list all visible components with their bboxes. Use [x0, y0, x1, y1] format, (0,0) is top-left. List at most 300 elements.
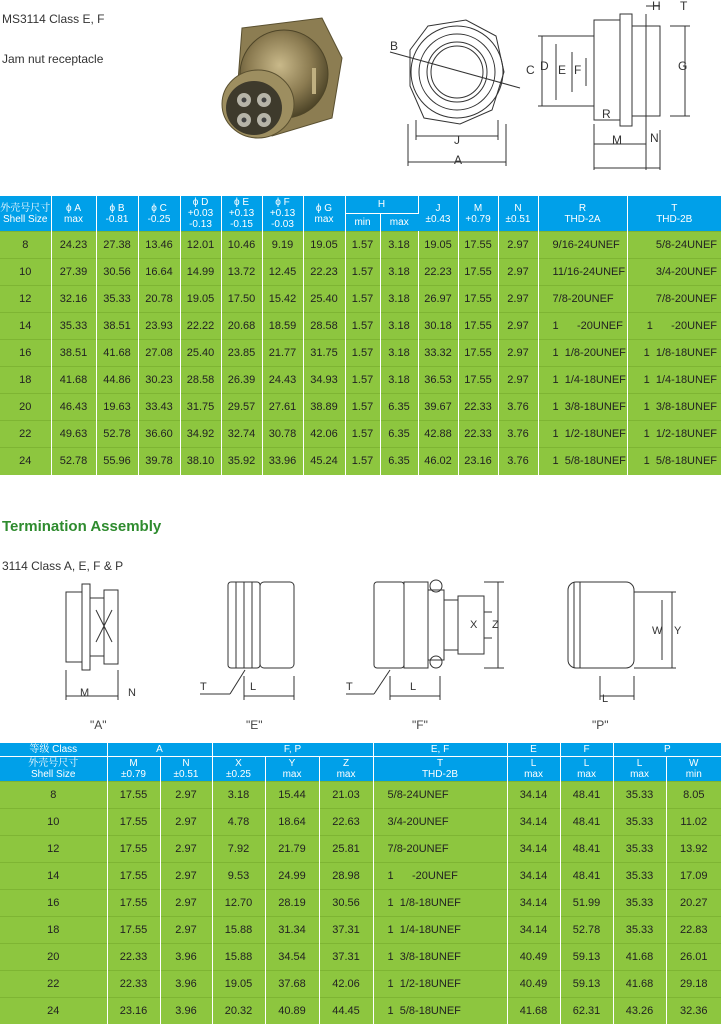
table-cell: 30.56	[319, 890, 373, 917]
table2-column-header: X ±0.25	[212, 757, 265, 782]
table-cell: 12.70	[212, 890, 265, 917]
table-cell: 5/8-24UNEF	[627, 232, 721, 259]
table-cell: 33.43	[138, 394, 180, 421]
dim-label-t: T	[680, 0, 688, 13]
table-cell: 1.57	[345, 448, 380, 475]
table-row	[0, 232, 721, 259]
t2-h-group-ef: E, F	[373, 743, 507, 757]
t1-h-g: ϕ G max	[303, 196, 345, 232]
table-cell: 1.57	[345, 340, 380, 367]
table-cell: 3.18	[380, 340, 418, 367]
table-cell: 9.19	[262, 232, 303, 259]
table-cell: 17.09	[666, 863, 721, 890]
table-cell: 10	[0, 809, 107, 836]
table-cell: 21.03	[319, 782, 373, 809]
table-cell: 3.18	[380, 367, 418, 394]
table-cell: 1.57	[345, 232, 380, 259]
table-cell: 32.36	[666, 998, 721, 1024]
table-cell: 1 1/8-18UNEF	[627, 340, 721, 367]
dim-label-a: A	[454, 153, 463, 167]
table-cell: 20.27	[666, 890, 721, 917]
table-cell: 11/16-24UNEF	[538, 259, 627, 286]
table-cell: 38.51	[51, 340, 96, 367]
table-cell: 3.18	[380, 313, 418, 340]
t1-h-e: ϕ E +0.13 -0.15	[221, 196, 262, 232]
table-cell: 2.97	[160, 863, 212, 890]
table-cell: 35.33	[96, 286, 138, 313]
table-cell: 16.64	[138, 259, 180, 286]
table-cell: 21.79	[265, 836, 319, 863]
t1-h-h-max: max	[380, 213, 418, 231]
table-cell: 1.57	[345, 286, 380, 313]
product-subtitle: Jam nut receptacle	[2, 52, 104, 66]
table-cell: 35.33	[613, 917, 666, 944]
assy-dim-l-f: L	[410, 681, 417, 693]
table-row	[0, 890, 721, 917]
t1-h-c: ϕ C -0.25	[138, 196, 180, 232]
t2-h-group-a: A	[107, 743, 212, 757]
table-cell: 46.02	[418, 448, 458, 475]
table-cell: 16	[0, 340, 51, 367]
table-cell: 27.61	[262, 394, 303, 421]
assy-dim-m: M	[80, 687, 90, 699]
table-cell: 30.18	[418, 313, 458, 340]
table-cell: 34.92	[180, 421, 221, 448]
table-cell: 21.77	[262, 340, 303, 367]
table-cell: 1.57	[345, 367, 380, 394]
table-cell: 18.59	[262, 313, 303, 340]
dim-label-m: M	[612, 133, 622, 147]
table-cell: 13.72	[221, 259, 262, 286]
figure-label-f: "F"	[412, 718, 428, 732]
table-cell: 32.74	[221, 421, 262, 448]
table2-column-header: N ±0.51	[160, 757, 212, 782]
table-cell: 42.06	[319, 971, 373, 998]
table-row	[0, 998, 721, 1024]
table-cell: 1 -20UNEF	[627, 313, 721, 340]
dim-label-c: C	[526, 63, 535, 77]
table-row	[0, 259, 721, 286]
table-cell: 26.97	[418, 286, 458, 313]
table-cell: 29.18	[666, 971, 721, 998]
table-cell: 9.53	[212, 863, 265, 890]
table-cell: 17.55	[458, 367, 498, 394]
table-cell: 17.50	[221, 286, 262, 313]
table-cell: 2.97	[160, 809, 212, 836]
table-cell: 25.81	[319, 836, 373, 863]
table-cell: 34.54	[265, 944, 319, 971]
table-cell: 2.97	[498, 367, 538, 394]
t2-h-group-fp: F, P	[212, 743, 373, 757]
table-cell: 3.18	[380, 232, 418, 259]
table-cell: 22.33	[458, 394, 498, 421]
table-cell: 7/8-20UNEF	[538, 286, 627, 313]
table-cell: 6.35	[380, 448, 418, 475]
table-cell: 29.57	[221, 394, 262, 421]
dim-label-g: G	[678, 59, 688, 73]
table-cell: 30.56	[96, 259, 138, 286]
assy-dim-l-e: L	[250, 681, 257, 693]
table-cell: 2.97	[498, 232, 538, 259]
table-cell: 15.42	[262, 286, 303, 313]
table-cell: 22.83	[666, 917, 721, 944]
table-cell: 2.97	[160, 890, 212, 917]
table2-column-header: L max	[613, 757, 666, 782]
table-cell: 22.63	[319, 809, 373, 836]
table-cell: 34.93	[303, 367, 345, 394]
table-cell: 17.55	[107, 836, 160, 863]
table-cell: 39.67	[418, 394, 458, 421]
table-cell: 18.64	[265, 809, 319, 836]
table-cell: 45.24	[303, 448, 345, 475]
dim-label-f: F	[574, 63, 582, 77]
product-model-title: MS3114 Class E, F	[2, 12, 105, 26]
table-cell: 48.41	[560, 836, 613, 863]
table-row	[0, 944, 721, 971]
table-cell: 17.55	[458, 313, 498, 340]
table-cell: 62.31	[560, 998, 613, 1024]
table-cell: 28.58	[303, 313, 345, 340]
table-cell: 1.57	[345, 421, 380, 448]
t1-h-h-min: min	[345, 213, 380, 231]
table-cell: 8.05	[666, 782, 721, 809]
table-cell: 42.88	[418, 421, 458, 448]
table-cell: 1 3/8-18UNEF	[538, 394, 627, 421]
table2-column-header: T THD-2B	[373, 757, 507, 782]
table2-column-header: L max	[560, 757, 613, 782]
table-cell: 34.14	[507, 782, 560, 809]
table-cell: 20.32	[212, 998, 265, 1024]
table-cell: 3.18	[380, 286, 418, 313]
table-cell: 37.31	[319, 944, 373, 971]
table-cell: 3.76	[498, 394, 538, 421]
table-cell: 1 1/8-18UNEF	[373, 890, 507, 917]
dim-label-j: J	[454, 133, 460, 147]
table-cell: 52.78	[560, 917, 613, 944]
table-cell: 12	[0, 836, 107, 863]
dim-label-b: B	[390, 39, 399, 53]
table-cell: 43.26	[613, 998, 666, 1024]
table-cell: 52.78	[96, 421, 138, 448]
assy-dim-t-e: T	[200, 681, 207, 693]
t1-h-f: ϕ F +0.13 -0.03	[262, 196, 303, 232]
table-cell: 1 3/8-18UNEF	[373, 944, 507, 971]
table-cell: 7/8-20UNEF	[373, 836, 507, 863]
table-cell: 10.46	[221, 232, 262, 259]
dim-label-d: D	[540, 59, 549, 73]
t1-h-a: ϕ A max	[51, 196, 96, 232]
table-cell: 19.05	[180, 286, 221, 313]
table-cell: 32.16	[51, 286, 96, 313]
table-cell: 22.33	[107, 971, 160, 998]
table-cell: 25.40	[303, 286, 345, 313]
table-row	[0, 340, 721, 367]
table-cell: 40.49	[507, 944, 560, 971]
table-row	[0, 448, 721, 475]
table2-column-header: Y max	[265, 757, 319, 782]
table-row	[0, 394, 721, 421]
section-subtitle: 3114 Class A, E, F & P	[2, 559, 124, 573]
table-cell: 6.35	[380, 421, 418, 448]
t1-h-d: ϕ D +0.03 -0.13	[180, 196, 221, 232]
table-cell: 1 5/8-18UNEF	[373, 998, 507, 1024]
table-cell: 34.14	[507, 863, 560, 890]
table-cell: 20.68	[221, 313, 262, 340]
table-cell: 17.55	[107, 863, 160, 890]
t1-h-m: M +0.79	[458, 196, 498, 232]
table-cell: 1 1/4-18UNEF	[373, 917, 507, 944]
table-cell: 3.18	[212, 782, 265, 809]
table-cell: 34.14	[507, 917, 560, 944]
table-cell: 34.14	[507, 809, 560, 836]
table-cell: 48.41	[560, 809, 613, 836]
table-cell: 8	[0, 232, 51, 259]
table-cell: 1.57	[345, 259, 380, 286]
table-cell: 14	[0, 313, 51, 340]
table-cell: 35.33	[613, 863, 666, 890]
table-cell: 17.55	[107, 917, 160, 944]
table-cell: 14.99	[180, 259, 221, 286]
table-cell: 24.99	[265, 863, 319, 890]
table-cell: 36.53	[418, 367, 458, 394]
t1-h-b: ϕ B -0.81	[96, 196, 138, 232]
table-cell: 48.41	[560, 782, 613, 809]
table-cell: 16	[0, 890, 107, 917]
figure-label-a: "A"	[90, 718, 107, 732]
t1-h-j: J ±0.43	[418, 196, 458, 232]
table-row	[0, 782, 721, 809]
table-cell: 18	[0, 917, 107, 944]
table-cell: 19.05	[303, 232, 345, 259]
table-cell: 30.23	[138, 367, 180, 394]
table-cell: 24	[0, 448, 51, 475]
table-cell: 39.78	[138, 448, 180, 475]
table-cell: 3.96	[160, 944, 212, 971]
table-cell: 1 1/4-18UNEF	[627, 367, 721, 394]
table-cell: 1 1/8-20UNEF	[538, 340, 627, 367]
table-cell: 44.86	[96, 367, 138, 394]
table-cell: 1 1/2-18UNEF	[373, 971, 507, 998]
table-cell: 1 5/8-18UNEF	[627, 448, 721, 475]
table-cell: 28.98	[319, 863, 373, 890]
table-cell: 9/16-24UNEF	[538, 232, 627, 259]
table-cell: 2.97	[498, 286, 538, 313]
table-row	[0, 367, 721, 394]
table-cell: 59.13	[560, 944, 613, 971]
table-cell: 2.97	[498, 259, 538, 286]
figure-label-p: "P"	[592, 718, 609, 732]
connector-photo	[212, 8, 352, 148]
termination-assembly-drawings	[0, 570, 721, 740]
t1-h-n: N ±0.51	[498, 196, 538, 232]
table-cell: 24.43	[262, 367, 303, 394]
table-cell: 23.93	[138, 313, 180, 340]
table2-column-header: M ±0.79	[107, 757, 160, 782]
table-cell: 17.55	[107, 890, 160, 917]
table-cell: 22.22	[180, 313, 221, 340]
table-cell: 17.55	[458, 340, 498, 367]
table-cell: 42.06	[303, 421, 345, 448]
table-cell: 38.89	[303, 394, 345, 421]
table2-column-header: W min	[666, 757, 721, 782]
table2-column-header: L max	[507, 757, 560, 782]
table-row	[0, 313, 721, 340]
table-cell: 26.01	[666, 944, 721, 971]
table-cell: 13.46	[138, 232, 180, 259]
table-cell: 17.55	[458, 286, 498, 313]
table-cell: 3.96	[160, 971, 212, 998]
table-cell: 36.60	[138, 421, 180, 448]
table2-column-header: 外壳号尺寸 Shell Size	[0, 757, 107, 782]
table-cell: 20	[0, 394, 51, 421]
table-cell: 27.39	[51, 259, 96, 286]
table-cell: 18	[0, 367, 51, 394]
table-cell: 49.63	[51, 421, 96, 448]
t1-h-r: R THD-2A	[538, 196, 627, 232]
table-cell: 20	[0, 944, 107, 971]
table-cell: 35.33	[613, 809, 666, 836]
termination-assembly-table	[0, 743, 721, 1024]
table-cell: 55.96	[96, 448, 138, 475]
table-cell: 30.78	[262, 421, 303, 448]
table-cell: 34.14	[507, 836, 560, 863]
table-row	[0, 971, 721, 998]
table-cell: 1 -20UNEF	[538, 313, 627, 340]
table1-header-row	[0, 196, 721, 213]
table-cell: 3/4-20UNEF	[627, 259, 721, 286]
table-row	[0, 809, 721, 836]
table-row	[0, 286, 721, 313]
table-cell: 22.23	[303, 259, 345, 286]
table-cell: 1 1/2-18UNEF	[627, 421, 721, 448]
assy-dim-x: X	[470, 619, 478, 631]
table-cell: 41.68	[613, 944, 666, 971]
table-cell: 23.85	[221, 340, 262, 367]
table-cell: 22.33	[107, 944, 160, 971]
table-cell: 40.49	[507, 971, 560, 998]
table-cell: 44.45	[319, 998, 373, 1024]
table-cell: 12.45	[262, 259, 303, 286]
table-cell: 41.68	[96, 340, 138, 367]
table-cell: 10	[0, 259, 51, 286]
table-cell: 17.55	[458, 259, 498, 286]
table-cell: 19.05	[418, 232, 458, 259]
table-cell: 23.16	[458, 448, 498, 475]
table-cell: 3.18	[380, 259, 418, 286]
table-cell: 2.97	[160, 782, 212, 809]
table-cell: 38.10	[180, 448, 221, 475]
table-cell: 2.97	[160, 836, 212, 863]
table-cell: 35.33	[51, 313, 96, 340]
table-cell: 1 3/8-18UNEF	[627, 394, 721, 421]
table-cell: 37.68	[265, 971, 319, 998]
dim-label-e: E	[558, 63, 567, 77]
table-cell: 1 -20UNEF	[373, 863, 507, 890]
table-cell: 48.41	[560, 863, 613, 890]
table-cell: 12.01	[180, 232, 221, 259]
t1-h-h: H	[345, 196, 418, 213]
t2-h-class: 等级 Class	[0, 743, 107, 757]
assy-dim-n: N	[128, 687, 136, 699]
table-cell: 1.57	[345, 313, 380, 340]
table-cell: 3/4-20UNEF	[373, 809, 507, 836]
table-cell: 20.78	[138, 286, 180, 313]
table-cell: 17.55	[458, 232, 498, 259]
table-cell: 35.33	[613, 890, 666, 917]
table-cell: 25.40	[180, 340, 221, 367]
table-cell: 27.38	[96, 232, 138, 259]
table-cell: 15.88	[212, 944, 265, 971]
table-cell: 7/8-20UNEF	[627, 286, 721, 313]
assy-dim-t-f: T	[346, 681, 353, 693]
table-cell: 31.75	[303, 340, 345, 367]
assy-dim-z: Z	[492, 619, 499, 631]
table-cell: 17.55	[107, 809, 160, 836]
table-cell: 33.32	[418, 340, 458, 367]
assy-dim-w: W	[652, 625, 663, 637]
table-cell: 22	[0, 971, 107, 998]
table-cell: 38.51	[96, 313, 138, 340]
table-cell: 3.96	[160, 998, 212, 1024]
figure-label-e: "E"	[246, 718, 263, 732]
table-cell: 27.08	[138, 340, 180, 367]
assy-dim-l-p: L	[602, 693, 609, 705]
table-cell: 12	[0, 286, 51, 313]
t2-h-group-p: P	[613, 743, 721, 757]
dim-label-h: H	[652, 0, 661, 13]
table-cell: 22	[0, 421, 51, 448]
t2-h-group-e: E	[507, 743, 560, 757]
table-cell: 3.76	[498, 448, 538, 475]
table-cell: 28.58	[180, 367, 221, 394]
table-cell: 24	[0, 998, 107, 1024]
table-cell: 35.33	[613, 836, 666, 863]
table-cell: 22.33	[458, 421, 498, 448]
table-cell: 41.68	[507, 998, 560, 1024]
table-cell: 33.96	[262, 448, 303, 475]
table-cell: 17.55	[107, 782, 160, 809]
table-cell: 4.78	[212, 809, 265, 836]
table-cell: 13.92	[666, 836, 721, 863]
table-cell: 1 1/4-18UNEF	[538, 367, 627, 394]
table-cell: 1.57	[345, 394, 380, 421]
table-row	[0, 421, 721, 448]
table-row	[0, 917, 721, 944]
table-cell: 34.14	[507, 890, 560, 917]
table-cell: 7.92	[212, 836, 265, 863]
table-cell: 37.31	[319, 917, 373, 944]
table-cell: 2.97	[498, 340, 538, 367]
receptacle-dimension-drawing	[380, 0, 721, 175]
table-cell: 41.68	[51, 367, 96, 394]
t2-h-group-f: F	[560, 743, 613, 757]
receptacle-dimension-table	[0, 196, 721, 475]
table-cell: 46.43	[51, 394, 96, 421]
table-cell: 41.68	[613, 971, 666, 998]
table-row	[0, 836, 721, 863]
table-cell: 5/8-24UNEF	[373, 782, 507, 809]
table-cell: 35.92	[221, 448, 262, 475]
table-cell: 24.23	[51, 232, 96, 259]
table-cell: 19.63	[96, 394, 138, 421]
table-cell: 1 1/2-18UNEF	[538, 421, 627, 448]
table-cell: 14	[0, 863, 107, 890]
table-cell: 22.23	[418, 259, 458, 286]
assy-dim-y: Y	[674, 625, 682, 637]
table-cell: 31.75	[180, 394, 221, 421]
table-cell: 1 5/8-18UNEF	[538, 448, 627, 475]
table-cell: 40.89	[265, 998, 319, 1024]
